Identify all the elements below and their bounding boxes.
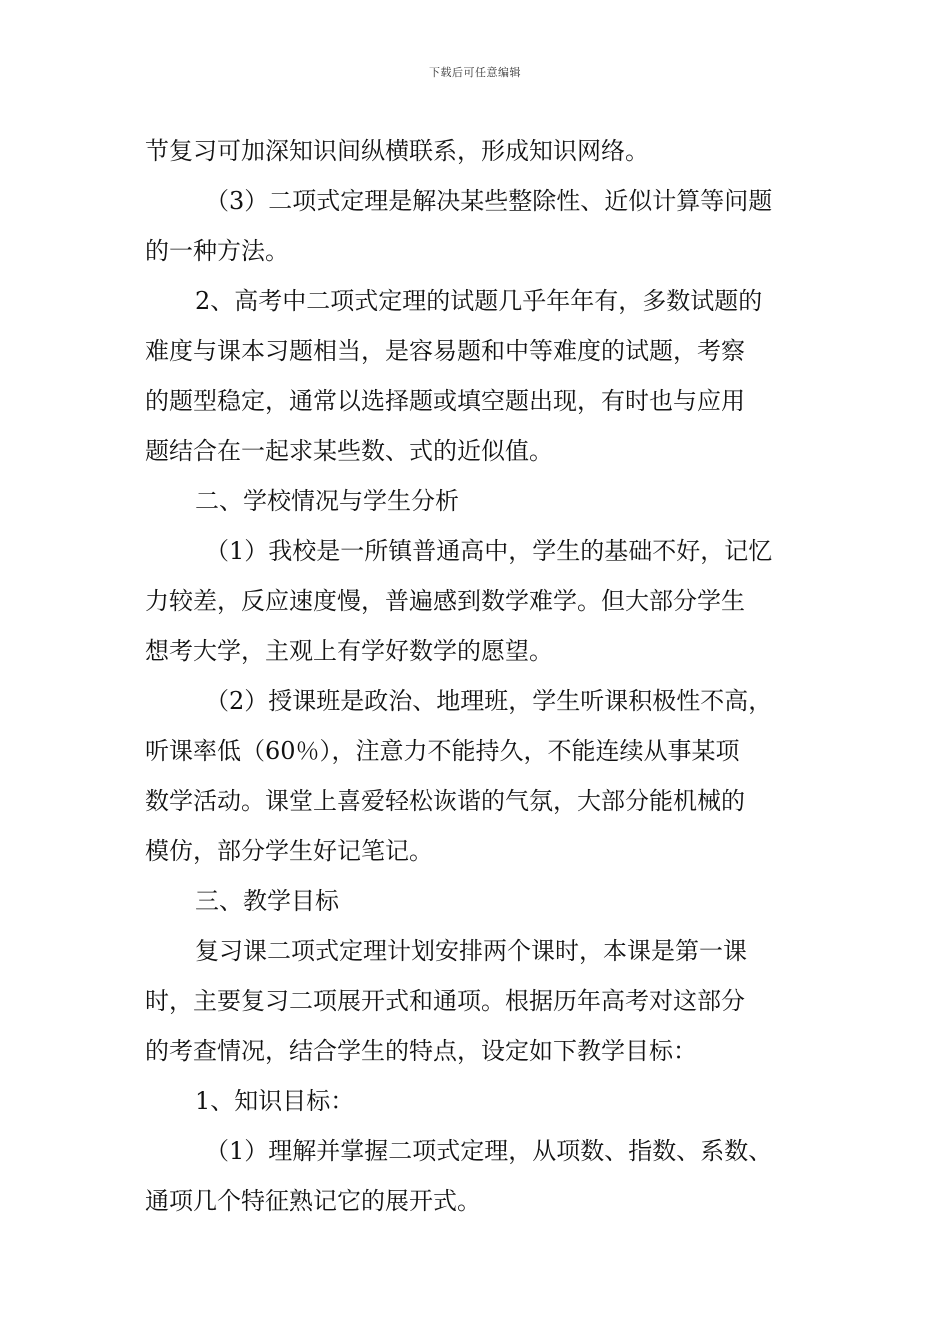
subsection-heading: 1、知识目标：	[195, 1087, 355, 1115]
text-line: 听课率低（60％），注意力不能持久，不能连续从事某项	[145, 737, 740, 765]
text-line: 想考大学，主观上有学好数学的愿望。	[145, 637, 553, 665]
section-heading: 三、教学目标	[195, 887, 339, 915]
text-line: 节复习可加深知识间纵横联系，形成知识网络。	[145, 137, 649, 165]
text-line: 的考查情况，结合学生的特点，设定如下教学目标：	[145, 1037, 697, 1065]
text-line: 数学活动。课堂上喜爱轻松诙谐的气氛，大部分能机械的	[145, 787, 745, 815]
text-line: 力较差，反应速度慢，普遍感到数学难学。但大部分学生	[145, 587, 745, 615]
header-note: 下载后可任意编辑	[429, 66, 521, 79]
text-line: （1）我校是一所镇普通高中，学生的基础不好，记忆	[205, 537, 773, 565]
text-line: 的题型稳定，通常以选择题或填空题出现，有时也与应用	[145, 387, 745, 415]
text-line: 模仿，部分学生好记笔记。	[145, 837, 433, 865]
text-line: 2、高考中二项式定理的试题几乎年年有，多数试题的	[195, 287, 763, 315]
text-line: 题结合在一起求某些数、式的近似值。	[145, 437, 553, 465]
text-line: （3）二项式定理是解决某些整除性、近似计算等问题	[205, 187, 773, 215]
section-heading: 二、学校情况与学生分析	[195, 487, 459, 515]
text-line: 通项几个特征熟记它的展开式。	[145, 1187, 481, 1215]
text-line: 时，主要复习二项展开式和通项。根据历年高考对这部分	[145, 987, 745, 1015]
text-line: 的一种方法。	[145, 237, 289, 265]
body-text	[145, 126, 810, 1226]
text-line: （2）授课班是政治、地理班，学生听课积极性不高，	[205, 687, 773, 715]
text-line: 难度与课本习题相当，是容易题和中等难度的试题，考察	[145, 337, 745, 365]
text-line: （1）理解并掌握二项式定理，从项数、指数、系数、	[205, 1137, 773, 1165]
text-line: 复习课二项式定理计划安排两个课时，本课是第一课	[195, 937, 747, 965]
